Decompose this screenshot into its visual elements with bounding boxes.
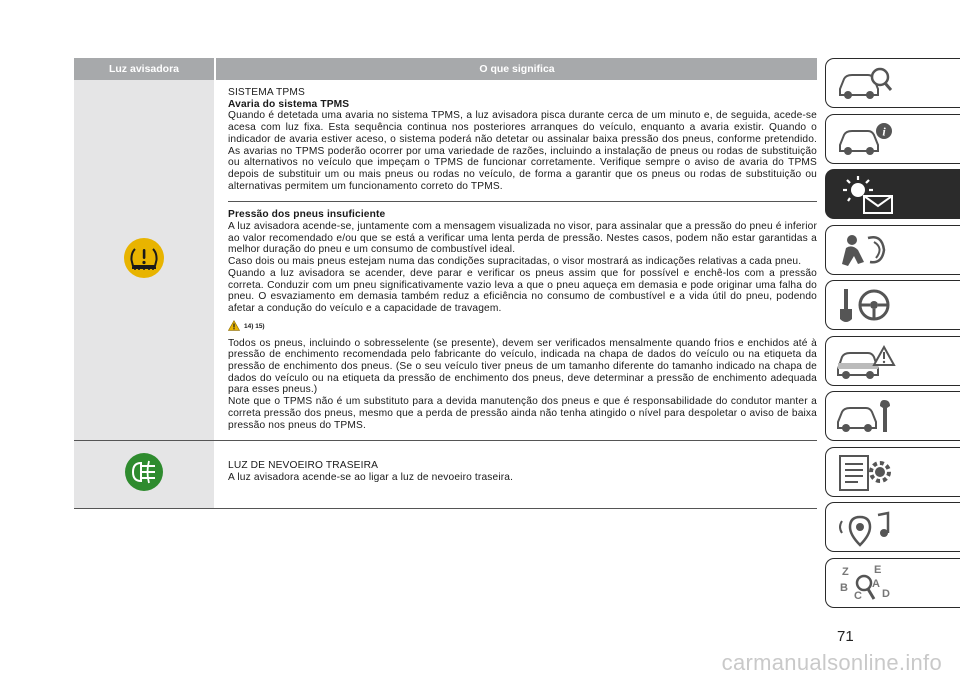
tpms-fault-text: Quando é detetada uma avaria no sistema TPMS, a luz avisadora pisca durante cerca de um minuto e, de seguida, acede-se acesa com luz fixa. Esta sequência continua nos posteriores arranques do veículo, enquanto a avaria existir. Quando o indicador de avaria estiver aceso, o sistema poderá não detetar ou assinalar baixa pressão dos pneus, conforme pretendido. As avarias no TPMS poderão ocorrer por uma variedade de razões, incluindo a instalação de pneus ou rodas de substituição ou alternativos no veículo que impeçam o TPMS de funcionar corretamente. Verifique sempre o aviso de avaria do TPMS depois de substituir um ou mais pneus ou rodas no veículo, de forma a garantir que os pneus ou rodas de substituição ou alternativas permitem um funcionamento correto do TPMS. <box>228 110 817 192</box>
icon-cell-tpms <box>74 80 214 440</box>
pressure-text-3: Quando a luz avisadora se acender, deve parar e verificar os pneus assim que for possível e enchê-los com a pressão correta. Conduzir com um pneu significativamente vazio leva a que o pneu aqueça em demasia e pode originar uma falha do pneu. O esvaziamento em demasia também reduz a eficiência no consumo de combustível e a vida útil do pneu, podendo afetar a condução do veículo e a capacidade de travagem. <box>228 267 817 314</box>
watermark: carmanualsonline.info <box>721 650 942 675</box>
rear-fog-light-icon <box>123 451 165 498</box>
car-maintenance-icon <box>834 396 896 438</box>
pressure-text-2: Caso dois ou mais pneus estejam numa das condições supracitadas, o visor mostrará as indicações relativas a cada pneu. <box>228 256 802 268</box>
multimedia-icon <box>834 507 896 549</box>
pressure-text-1: A luz avisadora acende-se, juntamente com a mensagem visualizada no visor, para assinalar que a pressão do pneu é inferior ao valor recomendado e/ou que se está a verificar uma lenta perda de pressão. Nestes casos, podem não estar garantidas a melhor duração do pneu e um consumo de combustível ideal. <box>228 221 817 256</box>
warning-reference <box>228 318 817 336</box>
nav-tab-multimedia[interactable] <box>825 502 960 552</box>
pressure-text-4: Todos os pneus, incluindo o sobresselente (se presente), devem ser verificados mensalmente quando frios e enchidos até à pressão de enchimento recomendada pelo fabricante do veículo, indicada na chapa de dados do veículo ou na etiqueta da pressão de enchimento dos pneus. (Se o seu veículo tiver pneus de um tamanho diferente do tamanho indicado na chapa de dados do veículo ou na etiqueta da pressão de enchimento dos pneus, deve determinar a pressão de enchimento adequada para esses pneus.) <box>228 337 817 396</box>
key-steering-wheel-icon <box>834 285 894 327</box>
warning-triangle-icon <box>228 318 240 336</box>
car-info-icon <box>834 119 894 159</box>
pressure-title: Pressão dos pneus insuficiente <box>228 209 386 221</box>
warning-lights-table <box>74 58 817 509</box>
svg-text:D: D <box>882 587 890 600</box>
nav-tab-warning-lights[interactable] <box>825 169 960 219</box>
tpms-fault-section <box>228 80 817 202</box>
svg-text:C: C <box>854 589 862 602</box>
fog-section <box>228 441 817 492</box>
car-emergency-icon <box>834 341 896 383</box>
warning-light-message-icon <box>834 174 898 216</box>
specs-gear-icon <box>834 452 896 494</box>
header-meaning: O que significa <box>479 63 555 75</box>
fog-description <box>214 441 817 508</box>
svg-text:i: i <box>882 124 886 138</box>
svg-text:E: E <box>874 563 882 576</box>
table-row-fog <box>74 441 817 509</box>
tpms-description <box>214 80 817 440</box>
nav-tab-knowing-car[interactable] <box>825 58 960 108</box>
icon-cell-fog <box>74 441 214 508</box>
tpms-pressure-section <box>228 202 817 440</box>
table-header <box>74 58 817 80</box>
table-row-tpms <box>74 80 817 441</box>
pressure-text-5: Note que o TPMS não é um substituto para a devida manutenção dos pneus e que é responsabilidade do condutor manter a correta pressão dos pneus, mesmo que a perda de pressão ainda não tenha atingido o nível para despoletar o aviso de baixa pressão nos pneus do TPMS. <box>228 396 817 431</box>
svg-text:Z: Z <box>842 565 849 578</box>
warning-refs: 14) 15) <box>244 323 265 331</box>
svg-text:B: B <box>840 581 848 594</box>
airbag-safety-icon <box>834 230 894 272</box>
car-search-icon <box>834 63 894 103</box>
nav-tab-starting-driving[interactable] <box>825 280 960 330</box>
chapter-nav <box>825 58 960 613</box>
alphabetical-index-icon <box>834 563 896 605</box>
svg-text:A: A <box>872 577 880 590</box>
nav-tab-maintenance[interactable] <box>825 391 960 441</box>
header-indicator: Luz avisadora <box>108 63 180 75</box>
nav-tab-technical-data[interactable] <box>825 447 960 497</box>
nav-tab-index[interactable] <box>825 558 960 608</box>
nav-tab-info[interactable] <box>825 114 960 164</box>
tpms-warning-icon <box>122 236 166 285</box>
nav-tab-safety[interactable] <box>825 225 960 275</box>
page-number: 71 <box>837 628 854 645</box>
fog-text: A luz avisadora acende-se ao ligar a luz de nevoeiro traseira. <box>228 471 514 483</box>
fog-title: LUZ DE NEVOEIRO TRASEIRA <box>228 460 379 472</box>
tpms-fault-title: Avaria do sistema TPMS <box>228 98 350 110</box>
nav-tab-emergency[interactable] <box>825 336 960 386</box>
tpms-intro-title: SISTEMA TPMS <box>228 87 305 98</box>
